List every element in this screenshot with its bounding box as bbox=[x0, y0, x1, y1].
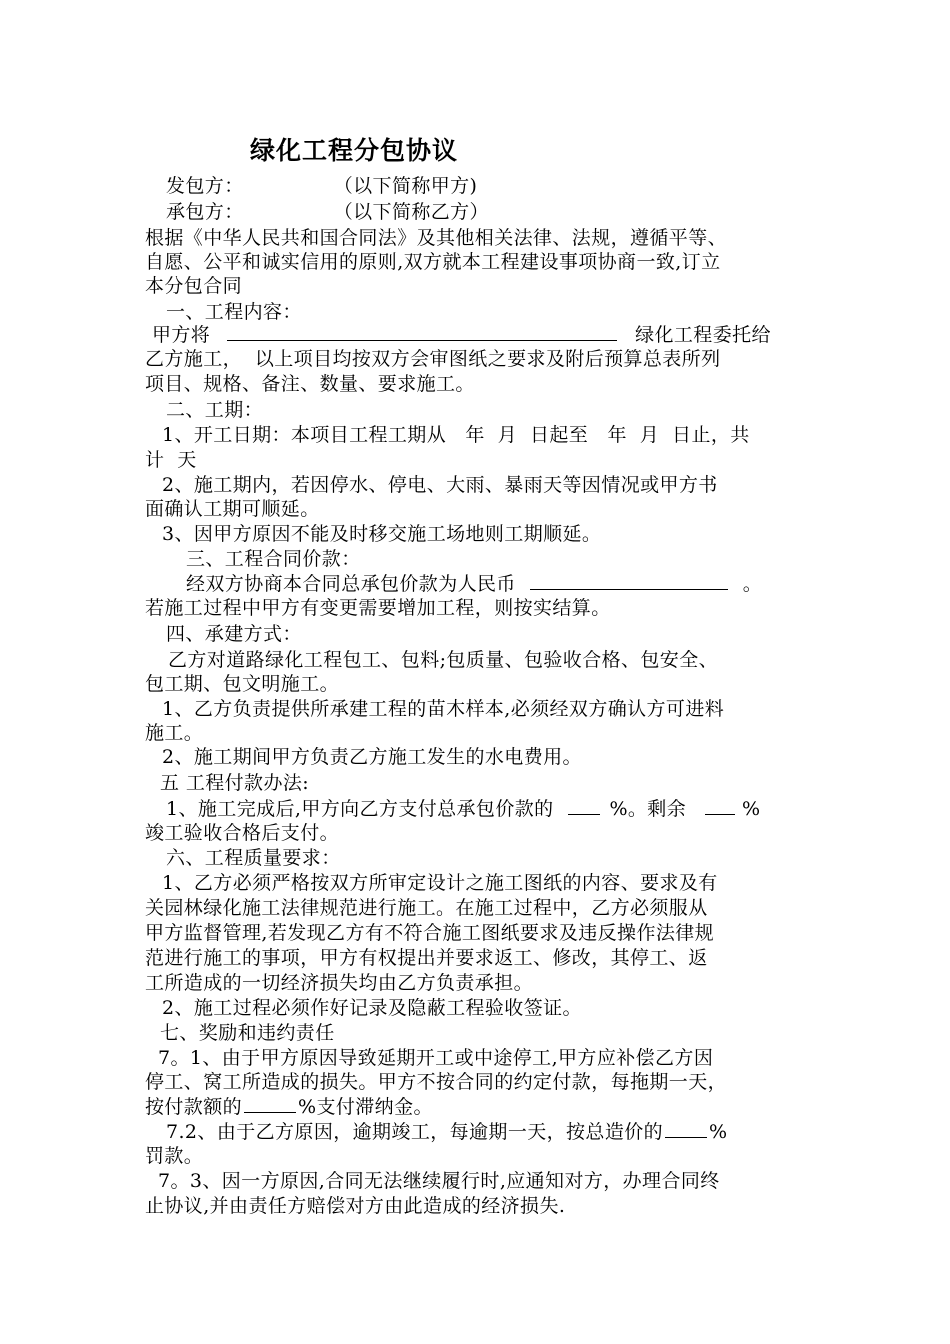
section-6-item-2: 2、施工过程必须作好记录及隐蔽工程验收签证。 bbox=[162, 997, 582, 1019]
section-7-item-1: 7。1、由于甲方原因导致延期开工或中途停工,甲方应补偿乙方因 bbox=[158, 1047, 714, 1069]
section-2-item-1-cont: 计 天 bbox=[145, 449, 197, 471]
price-lead: 经双方协商本合同总承包价款为人民币 bbox=[186, 573, 516, 595]
payment-percent-blank bbox=[568, 798, 600, 815]
section-5-line-2: 竣工验收合格后支付。 bbox=[145, 822, 340, 844]
section-6-item-1-cont-1: 关园林绿化施工法律规范进行施工。在施工过程中，乙方必须服从 bbox=[145, 897, 708, 919]
document-title: 绿化工程分包协议 bbox=[250, 136, 459, 165]
section-6-item-1: 1、乙方必须严格按双方所审定设计之施工图纸的内容、要求及有 bbox=[162, 872, 718, 894]
overdue-lead: 7.2、由于乙方原因，逾期竣工，每逾期一天，按总造价的 bbox=[166, 1121, 664, 1143]
section-1-line-1 bbox=[152, 323, 771, 347]
section-1-line-3: 项目、规格、备注、数量、要求施工。 bbox=[145, 373, 475, 395]
section-1-tail: 绿化工程委托给 bbox=[635, 324, 771, 346]
section-7-item-2-cont: 罚款。 bbox=[145, 1145, 204, 1167]
late-fee-lead: 按付款额的 bbox=[145, 1096, 243, 1118]
remaining-percent-blank bbox=[705, 798, 735, 815]
section-2-heading: 二、工期： bbox=[166, 399, 264, 421]
intro-line-3: 本分包合同 bbox=[145, 275, 243, 297]
section-7-item-1-cont-2 bbox=[145, 1095, 433, 1119]
late-fee-tail: %支付滞纳金。 bbox=[298, 1096, 433, 1118]
party-b-line: 承包方： （以下简称乙方） bbox=[166, 201, 489, 223]
section-7-heading: 七、奖励和违约责任 bbox=[160, 1022, 335, 1044]
section-7-item-1-cont-1: 停工、窝工所造成的损失。甲方不按合同的约定付款，每拖期一天， bbox=[145, 1071, 728, 1093]
overdue-penalty-blank bbox=[665, 1121, 707, 1138]
section-6-item-1-cont-4: 工所造成的一切经济损失均由乙方负责承担。 bbox=[145, 972, 534, 994]
section-2-item-3: 3、因甲方原因不能及时移交施工场地则工期顺延。 bbox=[162, 523, 602, 545]
section-7-item-3-cont: 止协议,并由责任方赔偿对方由此造成的经济损失. bbox=[145, 1195, 566, 1217]
section-2-item-2: 2、施工期内，若因停水、停电、大雨、暴雨天等因情况或甲方书 bbox=[162, 474, 718, 496]
section-4-heading: 四、承建方式： bbox=[166, 623, 302, 645]
section-4-item-2: 2、施工期间甲方负责乙方施工发生的水电费用。 bbox=[162, 746, 582, 768]
section-3-line-2: 若施工过程中甲方有变更需要增加工程，则按实结算。 bbox=[145, 597, 611, 619]
section-4-item-1-cont: 施工。 bbox=[145, 722, 204, 744]
section-1-heading: 一、工程内容： bbox=[166, 301, 302, 323]
price-blank bbox=[530, 573, 728, 590]
intro-line-1: 根据《中华人民共和国合同法》及其他相关法律、法规，遵循平等、 bbox=[145, 227, 728, 249]
section-6-heading: 六、工程质量要求： bbox=[166, 847, 341, 869]
section-3-heading: 三、工程合同价款： bbox=[186, 548, 361, 570]
project-name-blank bbox=[227, 324, 617, 341]
section-4-item-1: 1、乙方负责提供所承建工程的苗木样本,必须经双方确认方可进料 bbox=[162, 698, 725, 720]
intro-line-2: 自愿、公平和诚实信用的原则,双方就本工程建设事项协商一致,订立 bbox=[145, 251, 721, 273]
section-5-line-1 bbox=[166, 797, 760, 821]
payment-lead: 1、施工完成后,甲方向乙方支付总承包价款的 bbox=[166, 798, 554, 820]
section-2-item-1: 1、开工日期：本项目工程工期从 年 月 日起至 年 月 日止，共 bbox=[162, 424, 750, 446]
section-5-heading: 五 工程付款办法: bbox=[160, 772, 310, 794]
section-3-line-1 bbox=[186, 572, 762, 596]
section-7-item-2 bbox=[166, 1120, 728, 1144]
section-4-line-2: 包工期、包文明施工。 bbox=[145, 673, 340, 695]
payment-mid: %。剩余 bbox=[609, 798, 687, 820]
section-7-item-3: 7。3、因一方原因,合同无法继续履行时,应通知对方，办理合同终 bbox=[158, 1170, 720, 1192]
payment-tail: % bbox=[742, 798, 761, 820]
section-2-item-2-cont: 面确认工期可顺延。 bbox=[145, 498, 320, 520]
price-tail: 。 bbox=[742, 573, 763, 595]
party-a-line: 发包方： （以下简称甲方) bbox=[166, 175, 478, 197]
section-1-lead: 甲方将 bbox=[152, 324, 211, 346]
section-6-item-1-cont-2: 甲方监督管理,若发现乙方有不符合施工图纸要求及违反操作法律规 bbox=[145, 922, 715, 944]
late-fee-blank bbox=[244, 1096, 296, 1113]
section-4-line-1: 乙方对道路绿化工程包工、包料;包质量、包验收合格、包安全、 bbox=[168, 649, 719, 671]
overdue-tail: % bbox=[709, 1121, 728, 1143]
section-6-item-1-cont-3: 范进行施工的事项，甲方有权提出并要求返工、修改，其停工、返 bbox=[145, 947, 708, 969]
section-1-line-2: 乙方施工， 以上项目均按双方会审图纸之要求及附后预算总表所列 bbox=[145, 348, 721, 370]
